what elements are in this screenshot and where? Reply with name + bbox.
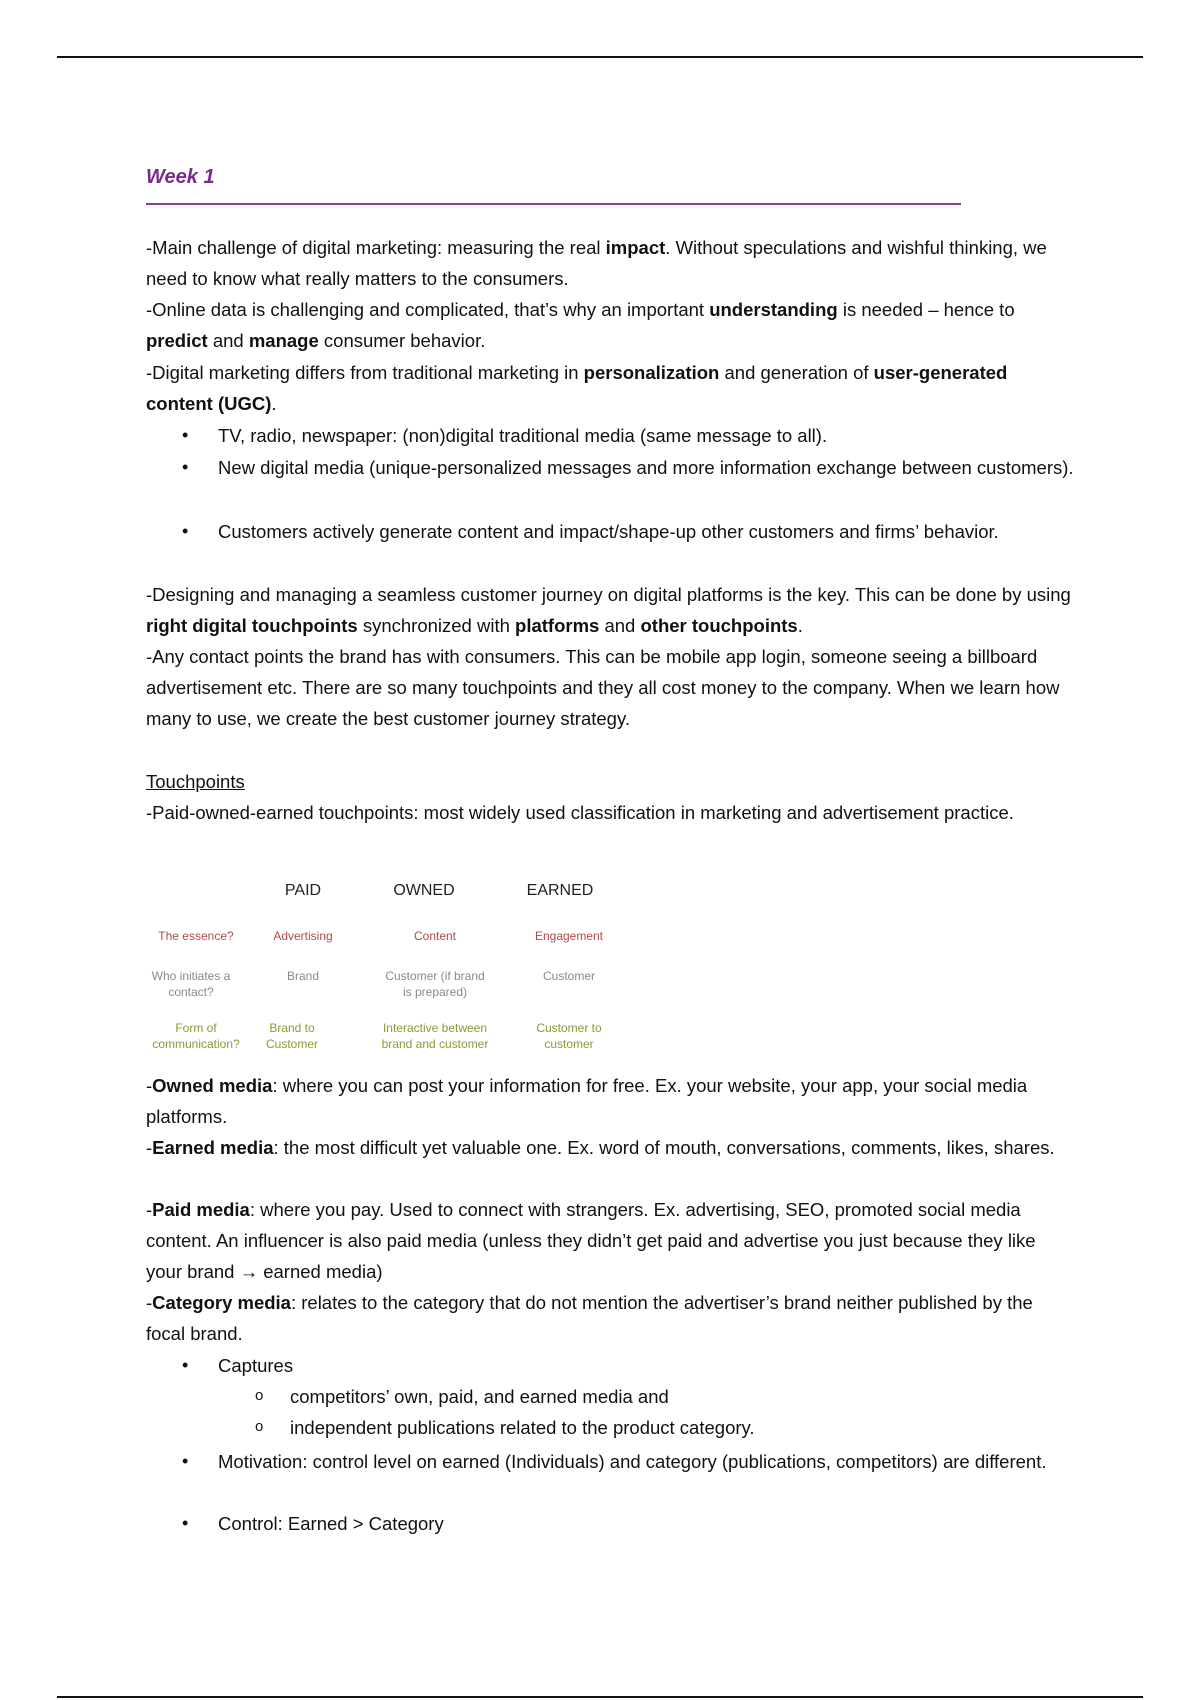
week-heading: Week 1: [146, 166, 215, 188]
bullet-new-digital-media: • New digital media (unique-personalized messages and more information exchange between customers).: [218, 452, 1078, 483]
table-cell: Brand to Customer: [265, 1021, 318, 1051]
subbullet-competitors: o competitors’ own, paid, and earned media and: [290, 1381, 1070, 1412]
table-cell: Who initiates a contact?: [151, 969, 231, 999]
bullet-captures: • Captures: [218, 1350, 1078, 1381]
bottom-rule: [57, 1696, 1143, 1698]
top-rule: [57, 56, 1143, 58]
table-cell: Content: [413, 929, 457, 943]
table-cell: Customer (if brand is prepared): [385, 969, 485, 999]
week-heading-underline: [146, 203, 961, 205]
table-cell: Form of communication?: [152, 1021, 240, 1051]
bullet-motivation: • Motivation: control level on earned (Individuals) and category (publications, competitors) are different.: [218, 1446, 1078, 1477]
paragraph-customer-journey: -Designing and managing a seamless customer journey on digital platforms is the key. This can be done by using right digital touchpoints synchronized with platforms and other touchpoints.: [146, 584, 1071, 636]
table-cell: The essence?: [158, 929, 234, 943]
paragraph-category-media: -Category media: relates to the category that do not mention the advertiser’s brand neither published by the focal brand.: [146, 1292, 1033, 1344]
table-cell: Customer to customer: [536, 1021, 602, 1051]
paragraph-contact-points: -Any contact points the brand has with consumers. This can be mobile app login, someone seeing a billboard advertisement etc. There are so many touchpoints and they all cost money to the company. When we learn how many to use, we create the best customer journey strategy.: [146, 646, 1060, 729]
table-header-owned: OWNED: [393, 882, 455, 899]
table-cell: Advertising: [273, 929, 333, 943]
paragraph-paid-owned-earned: -Paid-owned-earned touchpoints: most widely used classification in marketing and advertisement practice.: [146, 802, 1014, 823]
paragraph-differs: -Digital marketing differs from traditional marketing in personalization and generation of user-generated content (UGC).: [146, 362, 1008, 414]
bullet-customers-generate: • Customers actively generate content and impact/shape-up other customers and firms’ behavior.: [218, 516, 1078, 547]
paragraph-owned-media: -Owned media: where you can post your information for free. Ex. your website, your app, your social media platforms.: [146, 1075, 1028, 1127]
touchpoints-heading: Touchpoints: [146, 771, 245, 792]
paragraph-online-data: -Online data is challenging and complicated, that’s why an important understanding is needed – hence to predict and manage consumer behavior.: [146, 299, 1015, 351]
paragraph-paid-media: -Paid media: where you pay. Used to connect with strangers. Ex. advertising, SEO, promoted social media content. An influencer is also paid media (unless they didn’t get paid and advertise you just because they like your brand → earned media): [146, 1199, 1036, 1282]
paragraph-challenge: -Main challenge of digital marketing: measuring the real impact. Without speculations and wishful thinking, we need to know what really matters to the consumers.: [146, 237, 1047, 289]
table-header-paid: PAID: [284, 882, 322, 899]
table-cell: Engagement: [534, 929, 604, 943]
table-cell: Customer: [542, 969, 595, 983]
touchpoints-table: [146, 868, 616, 1058]
bullet-traditional-media: • TV, radio, newspaper: (non)digital traditional media (same message to all).: [218, 420, 1078, 451]
bullet-control: • Control: Earned > Category: [218, 1508, 1078, 1539]
paragraph-earned-media: -Earned media: the most difficult yet valuable one. Ex. word of mouth, conversations, comments, likes, shares.: [146, 1137, 1055, 1158]
table-header-earned: EARNED: [526, 882, 594, 899]
subbullet-publications: o independent publications related to the product category.: [290, 1412, 1070, 1443]
table-cell: Brand: [286, 969, 320, 983]
table-cell: Interactive between brand and customer: [381, 1021, 489, 1051]
